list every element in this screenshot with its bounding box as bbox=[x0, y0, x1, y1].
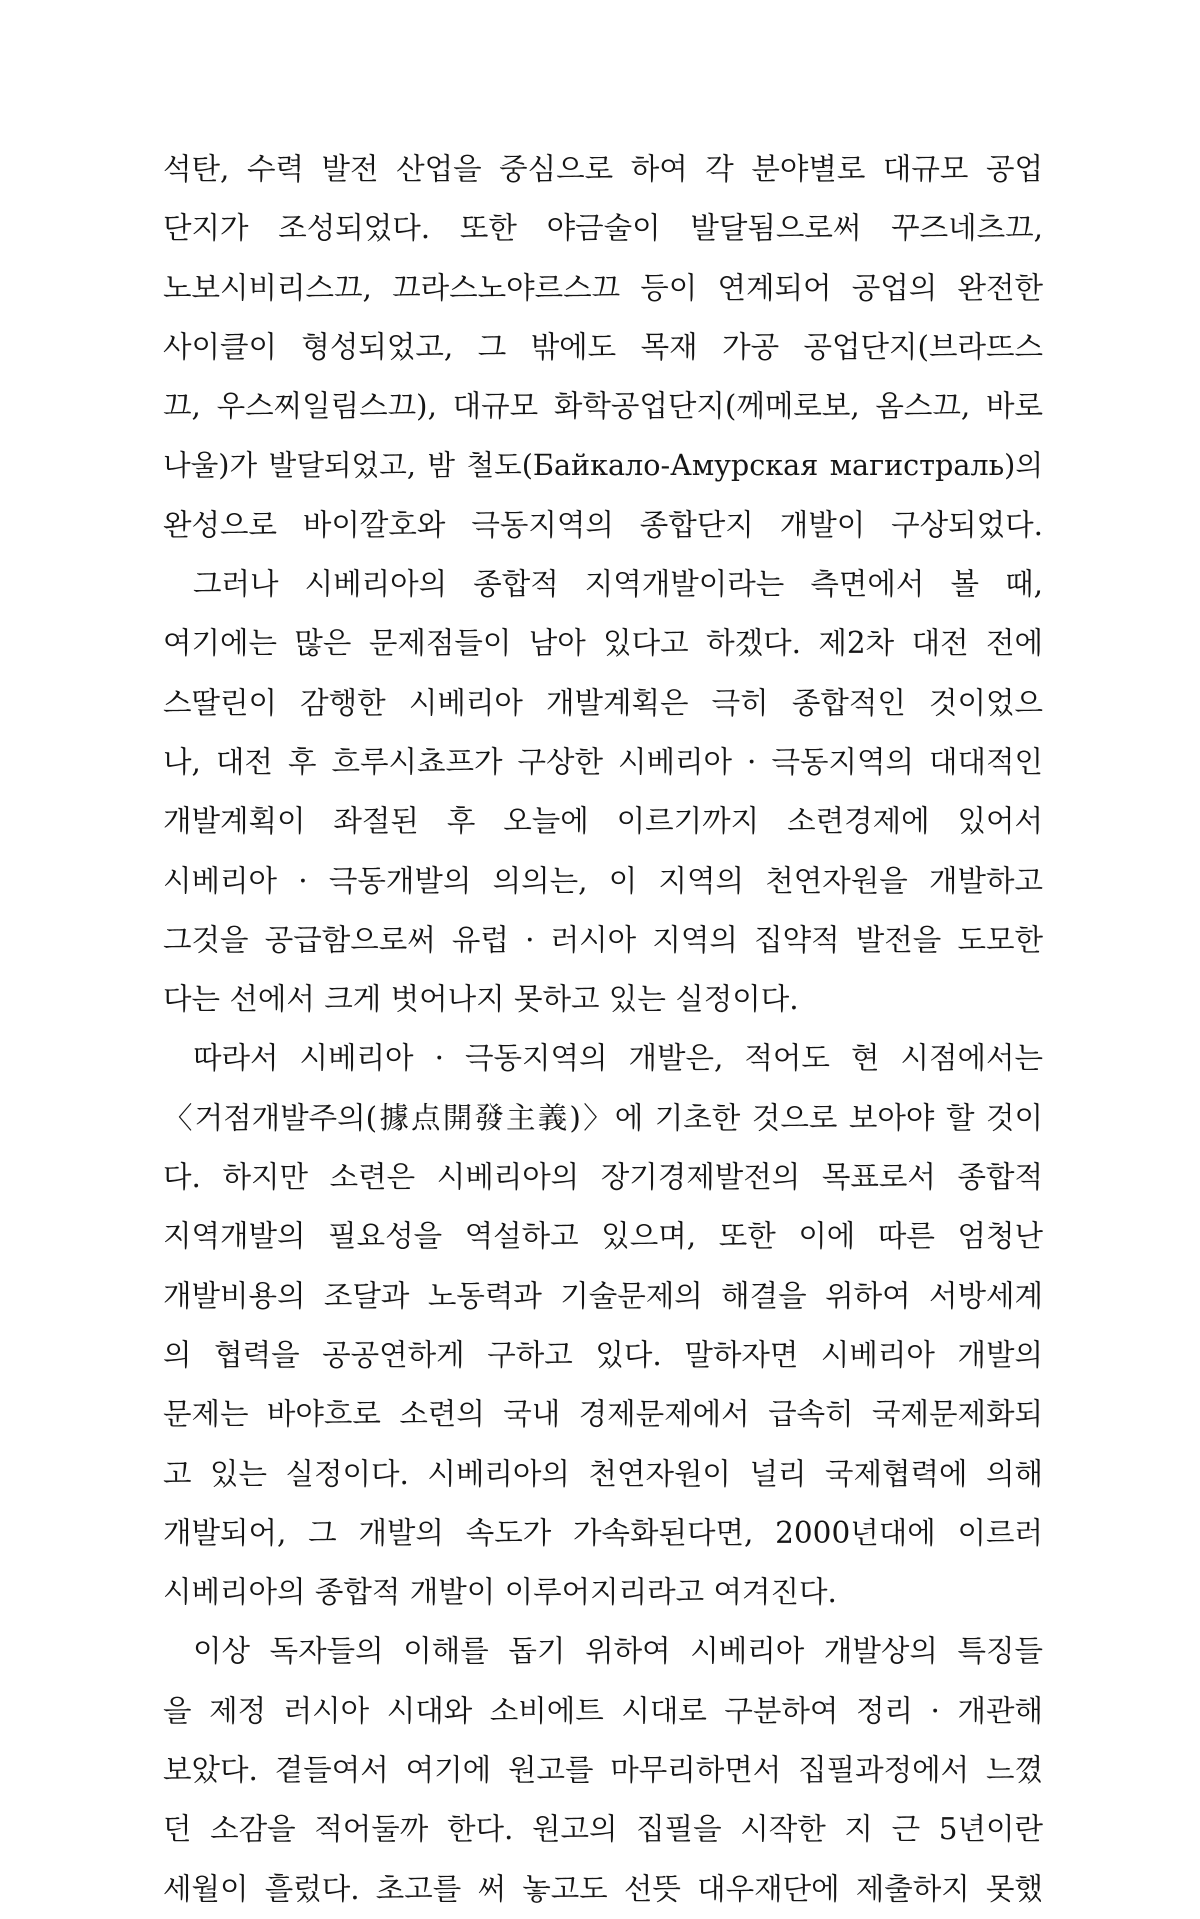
text-line: 따라서 시베리아 · 극동지역의 개발은, 적어도 현 시점에서는 bbox=[193, 1041, 1043, 1076]
text-line: 끄, 우스찌일림스끄), 대규모 화학공업단지(께메로보, 옴스끄, 바로 bbox=[163, 389, 1043, 424]
text-line: 그것을 공급함으로써 유럽 · 러시아 지역의 집약적 발전을 도모한 bbox=[163, 922, 1043, 957]
text-line: 여기에는 많은 문제점들이 남아 있다고 하겠다. 제2차 대전 전에 bbox=[163, 626, 1043, 661]
text-line: 개발계획이 좌절된 후 오늘에 이르기까지 소련경제에 있어서 bbox=[163, 804, 1043, 839]
text-line: 다. 하지만 소련은 시베리아의 장기경제발전의 목표로서 종합적 bbox=[163, 1160, 1043, 1195]
text-line: 나울)가 발달되었고, 밤 철도(Байкало-Амурская магистраль)의 bbox=[163, 448, 1043, 483]
text-line: 다는 선에서 크게 벗어나지 못하고 있는 실정이다. bbox=[163, 982, 799, 1017]
text-line: 사이클이 형성되었고, 그 밖에도 목재 가공 공업단지(브라뜨스 bbox=[163, 329, 1043, 364]
text-line: 개발되어, 그 개발의 속도가 가속화된다면, 2000년대에 이르러 bbox=[163, 1515, 1043, 1550]
text-line: 던 소감을 적어둘까 한다. 원고의 집필을 시작한 지 근 5년이란 bbox=[163, 1812, 1043, 1847]
text-line: 의 협력을 공공연하게 구하고 있다. 말하자면 시베리아 개발의 bbox=[163, 1337, 1043, 1372]
text-line: 세월이 흘렀다. 초고를 써 놓고도 선뜻 대우재단에 제출하지 못했 bbox=[163, 1871, 1043, 1906]
text-line: 〈거점개발주의(據点開發主義)〉에 기초한 것으로 보아야 할 것이 bbox=[163, 1100, 1043, 1135]
text-line: 완성으로 바이깔호와 극동지역의 종합단지 개발이 구상되었다. bbox=[163, 507, 1043, 542]
text-line: 지역개발의 필요성을 역설하고 있으며, 또한 이에 따른 엄청난 bbox=[163, 1219, 1043, 1254]
text-line: 석탄, 수력 발전 산업을 중심으로 하여 각 분야별로 대규모 공업 bbox=[163, 152, 1043, 186]
text-line: 시베리아 · 극동개발의 의의는, 이 지역의 천연자원을 개발하고 bbox=[163, 863, 1043, 898]
text-line: 이상 독자들의 이해를 돕기 위하여 시베리아 개발상의 특징들 bbox=[193, 1634, 1043, 1669]
text-line: 단지가 조성되었다. 또한 야금술이 발달됨으로써 꾸즈네츠끄, bbox=[163, 211, 1043, 246]
text-line: 을 제정 러시아 시대와 소비에트 시대로 구분하여 정리 · 개관해 bbox=[163, 1693, 1043, 1728]
text-line: 시베리아의 종합적 개발이 이루어지리라고 여겨진다. bbox=[163, 1575, 837, 1610]
text-line: 그러나 시베리아의 종합적 지역개발이라는 측면에서 볼 때, bbox=[193, 567, 1043, 602]
text-line: 스딸린이 감행한 시베리아 개발계획은 극히 종합적인 것이었으 bbox=[163, 685, 1043, 720]
body-text bbox=[163, 140, 1043, 1919]
text-line: 문제는 바야흐로 소련의 국내 경제문제에서 급속히 국제문제화되 bbox=[163, 1397, 1043, 1432]
text-line: 나, 대전 후 흐루시쵸프가 구상한 시베리아 · 극동지역의 대대적인 bbox=[163, 744, 1043, 779]
text-line: 개발비용의 조달과 노동력과 기술문제의 해결을 위하여 서방세계 bbox=[163, 1278, 1043, 1313]
text-line: 보았다. 곁들여서 여기에 원고를 마무리하면서 집필과정에서 느꼈 bbox=[163, 1753, 1043, 1788]
text-line: 고 있는 실정이다. 시베리아의 천연자원이 널리 국제협력에 의해 bbox=[163, 1456, 1043, 1491]
text-line: 노보시비리스끄, 끄라스노야르스끄 등이 연계되어 공업의 완전한 bbox=[163, 270, 1043, 305]
